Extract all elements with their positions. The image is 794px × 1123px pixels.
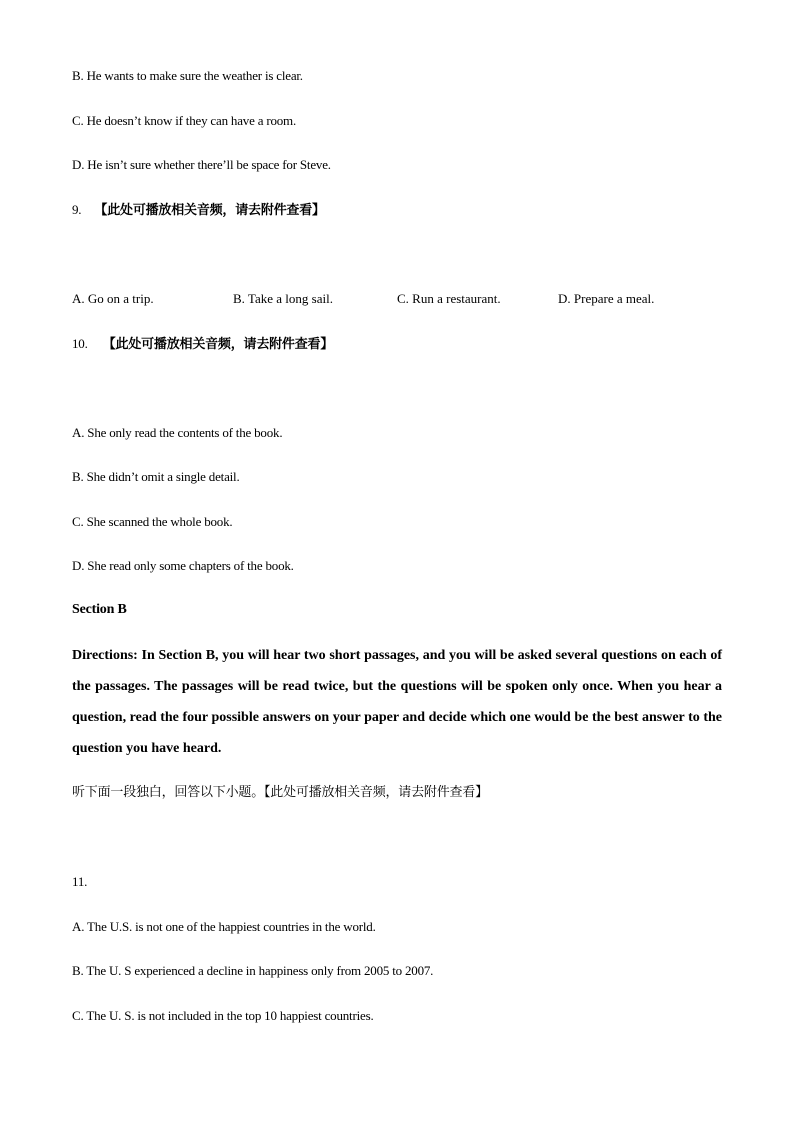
q11-option-c: C. The U. S. is not included in the top 10 happiest countries.	[72, 1008, 374, 1023]
listen-instruction: 听下面一段独白，回答以下小题。【此处可播放相关音频，请去附件查看】	[72, 785, 488, 800]
q9-audio-link[interactable]: 【此处可播放相关音频，请去附件查看】	[94, 203, 325, 218]
q11-option-a: A. The U.S. is not one of the happiest countries in the world.	[72, 919, 376, 934]
q9-number: 9.	[72, 202, 82, 217]
q8-option-d: D. He isn’t sure whether there’ll be space for Steve.	[72, 157, 331, 172]
q10-option-d: D. She read only some chapters of the book.	[72, 558, 294, 573]
section-b-directions: Directions: In Section B, you will hear two short passages, and you will be asked several questions on each of the passages. The passages will be read twice, but the questions will be spoken only once. When you hear a question, read the four possible answers on your paper and decide which one would be the best answer to the question you have heard.	[72, 648, 722, 756]
q11-option-b: B. The U. S experienced a decline in happiness only from 2005 to 2007.	[72, 963, 434, 978]
q9-option-d: D. Prepare a meal.	[558, 291, 655, 306]
q9-option-b: B. Take a long sail.	[233, 291, 333, 306]
q10-number: 10.	[72, 336, 88, 351]
q10-option-c: C. She scanned the whole book.	[72, 514, 233, 529]
q10-option-b: B. She didn’t omit a single detail.	[72, 469, 240, 484]
q10-header	[72, 336, 333, 353]
section-b-title: Section B	[72, 602, 127, 617]
q11-number: 11.	[72, 874, 88, 889]
q8-option-c: C. He doesn’t know if they can have a room.	[72, 113, 297, 128]
q9-header	[72, 202, 325, 219]
q9-option-c: C. Run a restaurant.	[397, 291, 501, 306]
q9-option-a: A. Go on a trip.	[72, 291, 154, 306]
q10-option-a: A. She only read the contents of the book.	[72, 425, 283, 440]
q10-audio-link[interactable]: 【此处可播放相关音频，请去附件查看】	[102, 337, 334, 352]
q8-option-b: B. He wants to make sure the weather is clear.	[72, 68, 303, 83]
